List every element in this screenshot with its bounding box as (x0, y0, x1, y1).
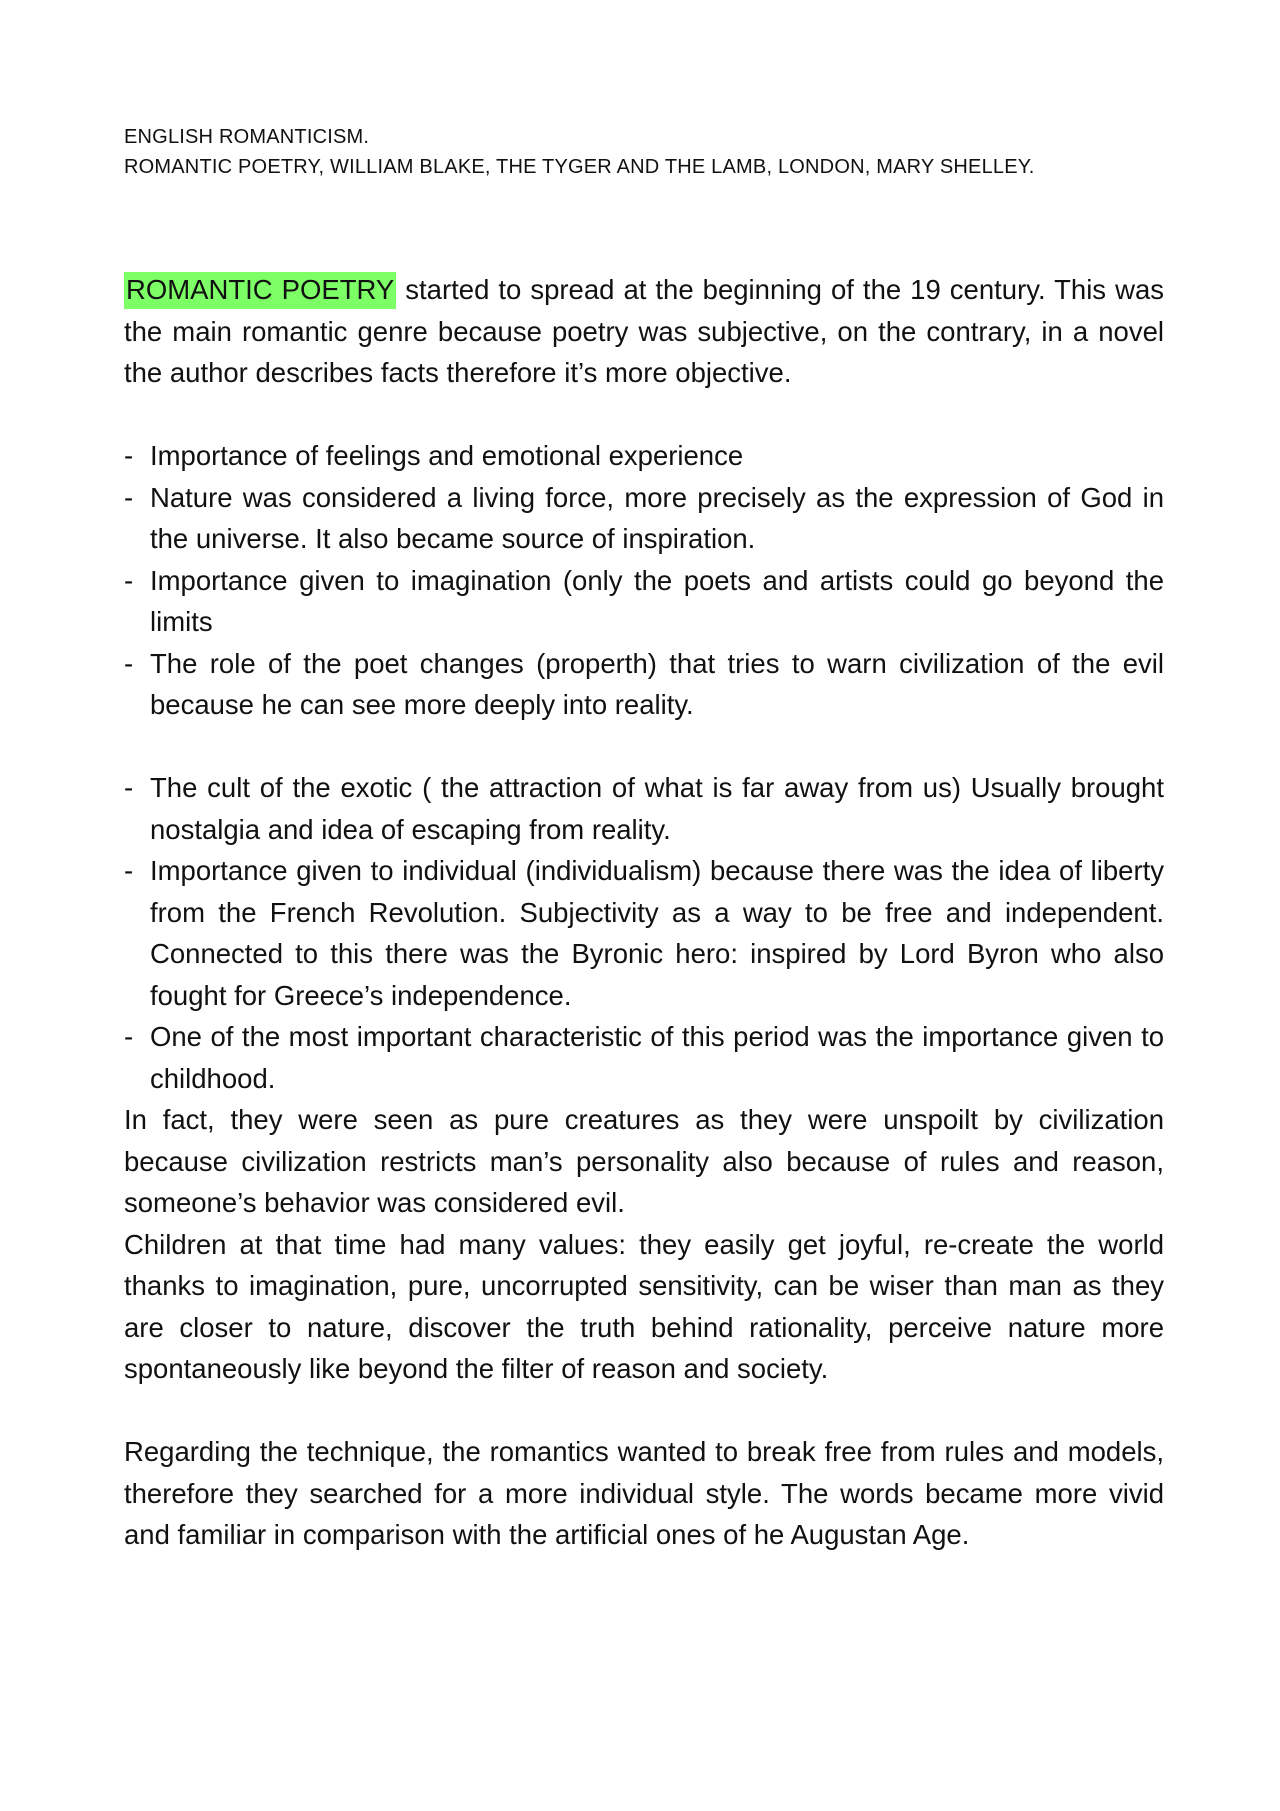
list-item-text: Importance given to individual (individualism) because there was the idea of liberty from the French Revolution. Subjectivity as a way to be free and independent. Connected to this there was the Byronic hero: inspired by Lord Byron who also fought for Greece’s independence. (150, 855, 1164, 1011)
bullet-dash: - (124, 440, 134, 471)
technique-paragraph: Regarding the technique, the romantics wanted to break free from rules and models, therefore they searched for a more individual style. The words became more vivid and familiar in comparison with the artificial ones of he Augustan Age. (124, 1436, 1164, 1550)
bullet-dash: - (124, 772, 134, 803)
bullet-list-characteristics (124, 435, 1164, 726)
document-page (124, 122, 1164, 1556)
paragraph-spacer (124, 394, 1164, 436)
bullet-dash: - (124, 481, 134, 513)
list-item (124, 767, 1164, 850)
bullet-dash: - (124, 1021, 134, 1052)
list-item-text: The role of the poet changes (properth) that tries to warn civilization of the evil because he can see more deeply into reality. (150, 647, 1164, 720)
bullet-dash: - (124, 564, 134, 596)
paragraph-spacer (124, 726, 1164, 768)
header-topics: ROMANTIC POETRY, WILLIAM BLAKE, THE TYGER AND THE LAMB, LONDON, MARY SHELLEY. (124, 156, 1035, 178)
highlighted-term: ROMANTIC POETRY (124, 272, 396, 309)
list-item-text: Importance given to imagination (only the poets and artists could go beyond the limits (150, 564, 1164, 637)
childhood-paragraph: In fact, they were seen as pure creatures as they were unspoilt by civilization because civilization restricts man’s personality also because of rules and reason, someone’s behavior was considered evil. (124, 1104, 1164, 1218)
bullet-dash: - (124, 647, 134, 679)
list-item (124, 1016, 1164, 1099)
document-header (124, 122, 1164, 182)
list-item (124, 643, 1164, 726)
list-item (124, 560, 1164, 643)
list-item (124, 850, 1164, 1016)
bullet-dash: - (124, 855, 134, 886)
list-item-text: The cult of the exotic ( the attraction of what is far away from us) Usually brought nostalgia and idea of escaping from reality. (150, 772, 1164, 845)
paragraph-spacer (124, 1390, 1164, 1432)
list-item (124, 477, 1164, 560)
list-item-text: Importance of feelings and emotional experience (150, 440, 744, 471)
children-values-paragraph: Children at that time had many values: they easily get joyful, re-create the world thanks to imagination, pure, uncorrupted sensitivity, can be wiser than man as they are closer to nature, discover the truth behind rationality, perceive nature more spontaneously like beyond the filter of reason and society. (124, 1228, 1164, 1384)
bullet-list-themes (124, 767, 1164, 1099)
header-title: ENGLISH ROMANTICISM. (124, 126, 370, 148)
list-item-text: Nature was considered a living force, more precisely as the expression of God in the universe. It also became source of inspiration. (150, 481, 1164, 554)
list-item (124, 435, 1164, 477)
intro-text: started to spread at the beginning of the 19 century. This was the main romantic genre because poetry was subjective, on the contrary, in a novel the author describes facts therefore it’s more objective. (124, 274, 1164, 388)
list-item-text: One of the most important characteristic of this period was the importance given to childhood. (150, 1021, 1164, 1094)
intro-paragraph (124, 269, 1164, 394)
document-body (124, 269, 1164, 1556)
